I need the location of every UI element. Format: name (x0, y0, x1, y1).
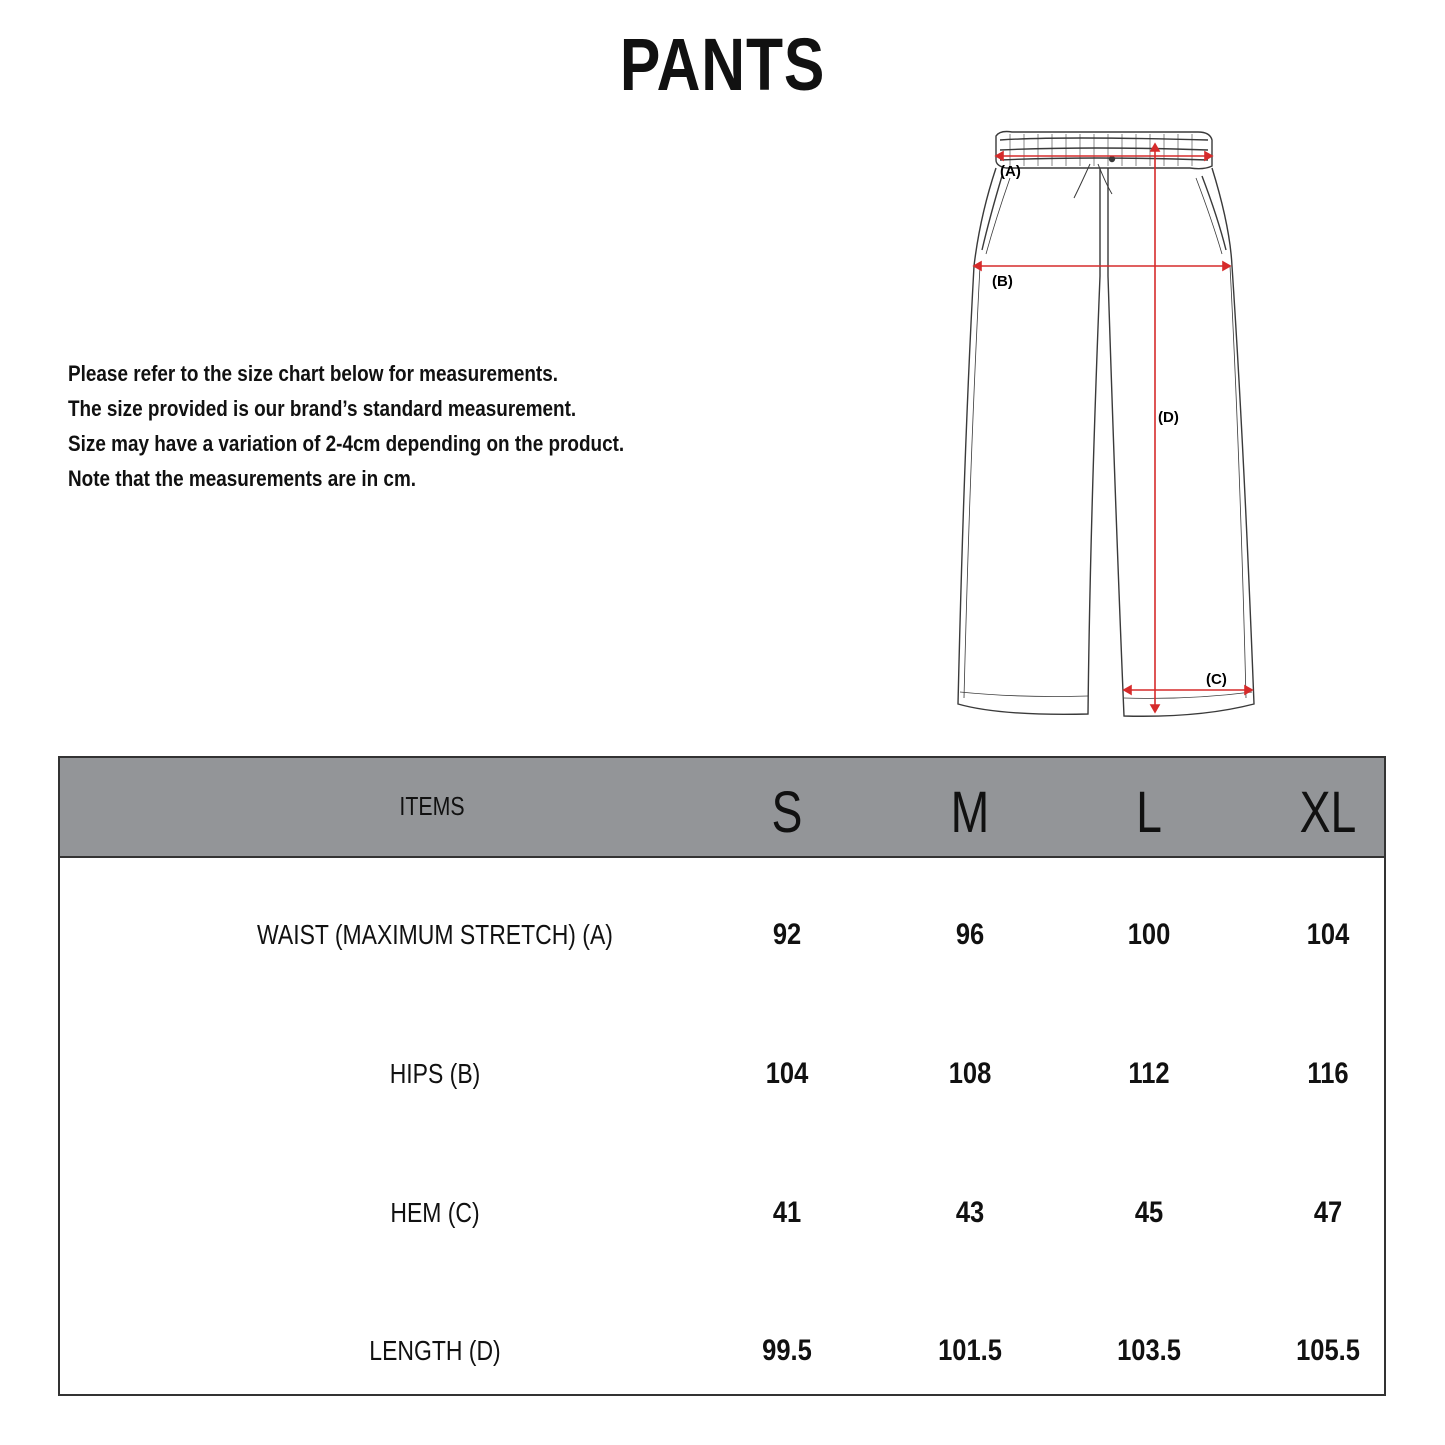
table-cell: 96 (955, 918, 985, 951)
table-row (60, 1039, 1384, 1109)
table-cell: 101.5 (938, 1334, 1002, 1367)
table-cell: 45 (1134, 1196, 1164, 1229)
label-a: (A) (1000, 163, 1021, 180)
size-notes (68, 356, 828, 496)
header-size-l: L (1136, 780, 1162, 845)
table-cell: 104 (765, 1057, 809, 1090)
table-row (60, 900, 1384, 970)
table-row (60, 1178, 1384, 1248)
header-size-s: S (771, 780, 803, 845)
table-cell: 99.5 (762, 1334, 812, 1367)
table-cell: 116 (1307, 1057, 1349, 1090)
label-c: (C) (1206, 671, 1227, 688)
row-label: WAIST (MAXIMUM STRETCH) (A) (257, 919, 613, 950)
header-items: ITEMS (399, 791, 465, 821)
pants-outline (958, 132, 1254, 717)
pants-diagram (940, 126, 1270, 726)
table-cell: 47 (1313, 1196, 1343, 1229)
table-cell: 108 (948, 1057, 992, 1090)
table-cell: 43 (955, 1196, 985, 1229)
table-cell: 41 (772, 1196, 802, 1229)
table-cell: 92 (772, 918, 802, 951)
label-d: (D) (1158, 409, 1179, 426)
table-header (60, 758, 1384, 858)
table-row (60, 1316, 1384, 1386)
row-label: LENGTH (D) (369, 1335, 501, 1366)
note-line: Note that the measurements are in cm. (68, 466, 417, 491)
header-size-xl: XL (1299, 780, 1357, 845)
header-size-m: M (950, 780, 990, 845)
size-chart-table (58, 756, 1386, 1396)
table-cell: 103.5 (1117, 1334, 1181, 1367)
page-title: PANTS (619, 23, 826, 106)
table-cell: 104 (1306, 918, 1350, 951)
pants-illustration (940, 126, 1270, 726)
note-line: Size may have a variation of 2-4cm depending on the product. (68, 431, 625, 456)
table-cell: 112 (1128, 1057, 1170, 1090)
label-b: (B) (992, 273, 1013, 290)
table-cell: 105.5 (1296, 1334, 1360, 1367)
note-line: Please refer to the size chart below for measurements. (68, 361, 558, 386)
table-cell: 100 (1127, 918, 1171, 951)
note-line: The size provided is our brand’s standard measurement. (68, 396, 577, 421)
row-label: HEM (C) (390, 1197, 480, 1228)
row-label: HIPS (B) (389, 1058, 481, 1089)
